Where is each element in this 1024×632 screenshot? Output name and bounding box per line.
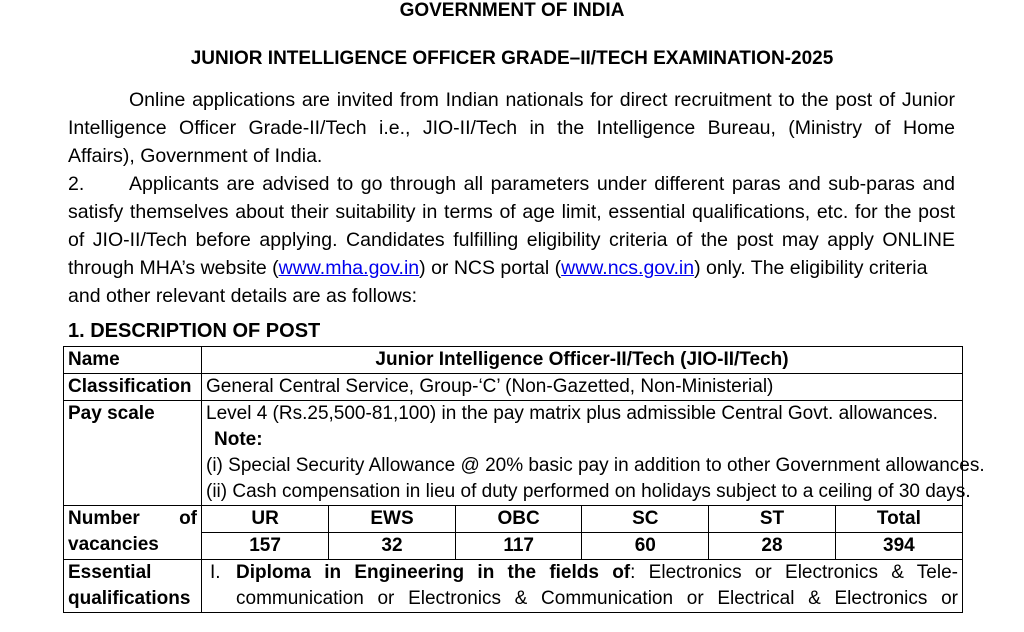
para2-line2: satisfy themselves about their suitability in terms of age limit, essential qualifications, etc. for the post [68, 201, 955, 223]
qualifications-value [202, 560, 963, 613]
classification-label: Classification [64, 374, 202, 401]
para1-line1: Online applications are invited from Indian nationals for direct recruitment to the post of Junior [129, 89, 955, 111]
note-2: (ii) Cash compensation in lieu of duty performed on holidays subject to a ceiling of 30 days. [206, 481, 971, 502]
para2-line4 [68, 254, 955, 282]
qualification-rest: : Electronics or Electronics & Tele- [630, 562, 958, 583]
vacancies-label [64, 506, 202, 560]
qualifications-label [64, 560, 202, 613]
table-row [64, 374, 963, 401]
vacancies-table [202, 506, 962, 559]
para2-line5: and other relevant details are as follows: [68, 285, 418, 307]
vac-header-ur: UR [202, 506, 329, 533]
vac-value-obc: 117 [455, 533, 582, 560]
table-row [64, 347, 963, 374]
vacancies-label-word3: vacancies [68, 534, 159, 555]
para2-number: 2. [68, 173, 85, 195]
paragraph-1 [68, 86, 955, 170]
para2-line3: of JIO-II/Tech before applying. Candidates fulfilling eligibility criteria of the post may apply ONLINE [68, 229, 955, 251]
note-label: Note: [214, 429, 263, 450]
qualification-line2: communication or Electronics & Communication or Electrical & Electronics or [236, 588, 958, 609]
vac-header-sc: SC [582, 506, 709, 533]
vacancies-label-word2: of [179, 508, 197, 529]
note-1: (i) Special Security Allowance @ 20% basic pay in addition to other Government allowances. [206, 455, 985, 476]
vac-value-ur: 157 [202, 533, 329, 560]
ncs-portal-link[interactable]: www.ncs.gov.in [561, 257, 695, 279]
para2-line1-wrap [68, 170, 955, 198]
vac-header-total: Total [835, 506, 962, 533]
vac-header-st: ST [709, 506, 836, 533]
name-label: Name [64, 347, 202, 374]
vacancies-value-row [202, 533, 962, 560]
vac-header-obc: OBC [455, 506, 582, 533]
pay-scale-label: Pay scale [64, 401, 202, 506]
exam-title: JUNIOR INTELLIGENCE OFFICER GRADE–II/TECH EXAMINATION-2025 [190, 48, 834, 69]
qualifications-label-word1: Essential [68, 562, 152, 583]
government-heading: GOVERNMENT OF INDIA [399, 0, 625, 21]
para2-line4-post: ) only. The eligibility criteria [694, 257, 928, 279]
table-row [64, 560, 963, 613]
qualification-number: I. [210, 562, 221, 583]
name-value: Junior Intelligence Officer-II/Tech (JIO-II/Tech) [202, 347, 963, 374]
vac-value-total: 394 [835, 533, 962, 560]
qualification-bold: Diploma in Engineering in the fields of [236, 562, 631, 583]
vac-header-ews: EWS [329, 506, 456, 533]
vac-value-ews: 32 [329, 533, 456, 560]
vac-value-sc: 60 [582, 533, 709, 560]
para1-line2: Intelligence Officer Grade-II/Tech i.e., JIO-II/Tech in the Intelligence Bureau, (Ministry of Home [68, 117, 955, 139]
paragraph-2 [68, 170, 955, 310]
pay-scale-value: Level 4 (Rs.25,500-81,100) in the pay matrix plus admissible Central Govt. allowances. [206, 403, 938, 424]
vacancies-label-word1: Number [68, 508, 140, 529]
qualification-line1 [236, 560, 958, 586]
qualification-item [206, 560, 958, 612]
para2-line1: Applicants are advised to go through all parameters under different paras and sub-paras and [129, 173, 955, 195]
post-description-table [63, 346, 985, 613]
vac-value-st: 28 [709, 533, 836, 560]
table-row [64, 401, 963, 506]
para2-line4-mid: ) or NCS portal ( [419, 257, 562, 279]
para2-line4-pre: through MHA’s website ( [68, 257, 279, 279]
vacancies-header-row [202, 506, 962, 533]
table-row [64, 506, 963, 560]
vacancies-cell [202, 506, 963, 560]
classification-value: General Central Service, Group-‘C’ (Non-Gazetted, Non-Ministerial) [202, 374, 963, 401]
section-1-heading: 1. DESCRIPTION OF POST [68, 320, 321, 342]
pay-scale-cell [202, 401, 985, 506]
mha-website-link[interactable]: www.mha.gov.in [278, 257, 420, 279]
qualifications-label-word2: qualifications [68, 588, 191, 609]
para1-line3: Affairs), Government of India. [68, 145, 323, 167]
